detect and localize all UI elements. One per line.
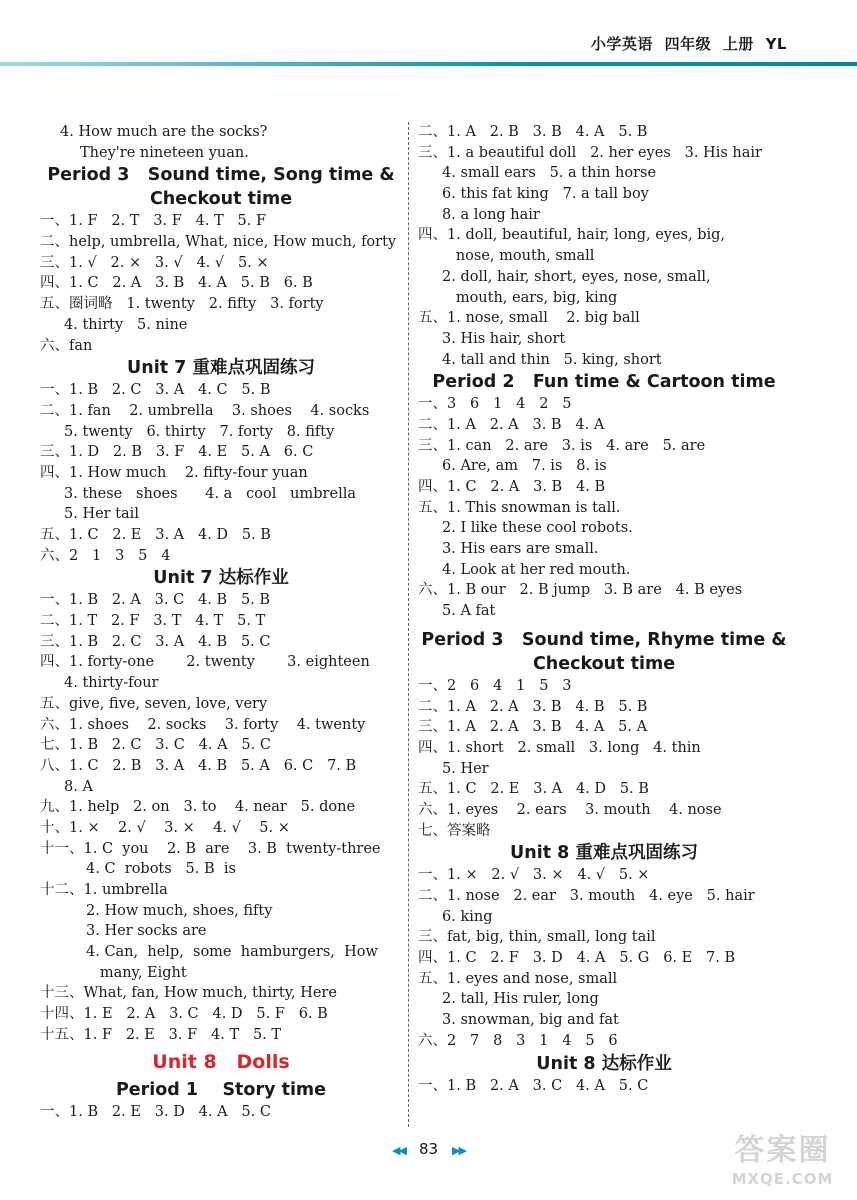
answer-line: 5. A fat bbox=[442, 603, 496, 620]
section-heading: Period 3 Sound time, Song time & bbox=[47, 165, 395, 186]
answer-line: 四、1. short 2. small 3. long 4. thin bbox=[418, 739, 701, 756]
answer-line: 5. Her tail bbox=[64, 506, 139, 523]
answer-line: 二、1. A 2. A 3. B 4. B 5. B bbox=[418, 698, 648, 715]
answer-line: 四、1. doll, beautiful, hair, long, eyes, big, bbox=[418, 227, 726, 244]
answer-line: 4. small ears 5. a thin horse bbox=[442, 165, 657, 182]
answer-line: 八、1. C 2. B 3. A 4. B 5. A 6. C 7. B bbox=[40, 757, 357, 774]
answer-line: 十四、1. E 2. A 3. C 4. D 5. F 6. B bbox=[40, 1006, 328, 1023]
answer-line: 七、答案略 bbox=[418, 822, 491, 839]
answer-line: 4. tall and thin 5. king, short bbox=[442, 351, 662, 368]
answer-line: 2. tall, His ruler, long bbox=[442, 991, 599, 1008]
section-heading: Period 3 Sound time, Rhyme time & bbox=[421, 629, 787, 650]
answer-line: 2. How much, shoes, fifty bbox=[86, 902, 273, 919]
answer-line: 4. C robots 5. B is bbox=[86, 861, 236, 878]
answer-line: 3. His hair, short bbox=[442, 330, 566, 347]
answer-line: 4. Look at her red mouth. bbox=[442, 561, 631, 578]
answer-line: 4. Can, help, some hamburgers, How bbox=[86, 944, 378, 961]
watermark-logo bbox=[720, 1132, 845, 1194]
answer-line: 十五、1. F 2. E 3. F 4. T 5. T bbox=[40, 1026, 282, 1043]
page-header: 小学英语 四年级 上册 YL bbox=[590, 35, 787, 53]
answer-line: 2. I like these cool robots. bbox=[442, 520, 633, 537]
answer-line: 二、1. nose 2. ear 3. mouth 4. eye 5. hair bbox=[418, 888, 755, 904]
answer-line: 3. Her socks are bbox=[86, 923, 207, 940]
answer-line: 二、1. fan 2. umbrella 3. shoes 4. socks bbox=[40, 402, 370, 419]
answer-line: 一、1. B 2. C 3. A 4. C 5. B bbox=[40, 382, 271, 399]
answer-line: 九、1. help 2. on 3. to 4. near 5. done bbox=[40, 799, 356, 816]
next-arrows-icon: ▶▶ bbox=[452, 1144, 465, 1157]
answer-line: 七、1. B 2. C 3. C 4. A 5. C bbox=[40, 737, 271, 754]
header-rule bbox=[0, 62, 857, 66]
answer-line: 十、1. × 2. √ 3. × 4. √ 5. × bbox=[40, 819, 290, 836]
answer-line: 一、2 6 4 1 5 3 bbox=[418, 677, 572, 694]
answer-line: 3. His ears are small. bbox=[442, 541, 599, 558]
answer-line: 6. this fat king 7. a tall boy bbox=[442, 186, 649, 203]
answer-line: 一、1. B 2. A 3. C 4. B 5. B bbox=[40, 592, 271, 609]
answer-line: 二、1. A 2. B 3. B 4. A 5. B bbox=[418, 124, 648, 140]
answer-line: 3. snowman, big and fat bbox=[442, 1012, 619, 1029]
page-number: 83 bbox=[418, 1140, 439, 1158]
answer-line: 5. twenty 6. thirty 7. forty 8. fifty bbox=[64, 423, 335, 440]
answer-line: 8. a long hair bbox=[442, 206, 540, 223]
column-divider bbox=[408, 122, 409, 1127]
answer-line: 三、1. a beautiful doll 2. her eyes 3. His hair bbox=[418, 144, 762, 161]
answer-line: 三、fat, big, thin, small, long tail bbox=[418, 929, 656, 946]
answer-line: 8. A bbox=[64, 778, 93, 795]
answer-line: 2. doll, hair, short, eyes, nose, small, bbox=[442, 268, 711, 285]
answer-line: 二、1. T 2. F 3. T 4. T 5. T bbox=[40, 613, 266, 630]
section-heading: Unit 7 重难点巩固练习 bbox=[127, 358, 315, 379]
answer-line: 二、help, umbrella, What, nice, How much, forty bbox=[40, 234, 397, 251]
section-heading: Checkout time bbox=[532, 653, 676, 674]
answer-line: 三、1. can 2. are 3. is 4. are 5. are bbox=[418, 437, 706, 454]
section-heading: Checkout time bbox=[149, 189, 293, 210]
answer-line: 4. thirty 5. nine bbox=[64, 316, 188, 333]
answer-line: 六、2 7 8 3 1 4 5 6 bbox=[418, 1032, 618, 1049]
answer-line: 一、1. × 2. √ 3. × 4. √ 5. × bbox=[418, 867, 650, 884]
answer-line: 四、1. C 2. A 3. B 4. B bbox=[418, 479, 606, 495]
answer-line: 五、give, five, seven, love, very bbox=[40, 695, 268, 712]
watermark-logo-text: 答案圈 bbox=[734, 1133, 831, 1168]
answer-line: 五、1. This snowman is tall. bbox=[418, 499, 621, 516]
section-heading: Unit 8 重难点巩固练习 bbox=[510, 843, 698, 864]
answer-line: 三、1. √ 2. × 3. √ 4. √ 5. × bbox=[40, 254, 269, 271]
answer-line: 六、1. eyes 2. ears 3. mouth 4. nose bbox=[418, 801, 722, 818]
answer-line: 4. How much are the socks? bbox=[60, 124, 268, 140]
answer-line: 五、1. eyes and nose, small bbox=[418, 970, 618, 987]
answer-line: 五、1. C 2. E 3. A 4. D 5. B bbox=[40, 527, 271, 543]
unit-heading: Unit 8 Dolls bbox=[152, 1050, 290, 1073]
answer-line: 三、1. B 2. C 3. A 4. B 5. C bbox=[40, 633, 271, 650]
answer-line: 十三、What, fan, How much, thirty, Here bbox=[40, 985, 337, 1002]
answer-line: 三、1. D 2. B 3. F 4. E 5. A 6. C bbox=[40, 444, 314, 461]
section-heading: Period 1 Story time bbox=[115, 1079, 327, 1100]
left-column bbox=[40, 122, 402, 1122]
answer-line: 四、1. C 2. A 3. B 4. A 5. B 6. B bbox=[40, 275, 313, 292]
answer-line: many, Eight bbox=[86, 964, 187, 981]
answer-line: 六、1. shoes 2. socks 3. forty 4. twenty bbox=[40, 716, 366, 733]
answer-line: 6. king bbox=[442, 908, 493, 925]
answer-line: 四、1. How much 2. fifty-four yuan bbox=[40, 464, 308, 481]
answer-line: 六、2 1 3 5 4 bbox=[40, 547, 171, 564]
answer-line: 6. Are, am 7. is 8. is bbox=[442, 458, 607, 475]
answer-line: 十二、1. umbrella bbox=[40, 882, 168, 898]
answer-line: 十一、1. C you 2. B are 3. B twenty-three bbox=[40, 840, 381, 857]
answer-line: 4. thirty-four bbox=[64, 675, 159, 692]
answer-line: 六、1. B our 2. B jump 3. B are 4. B eyes bbox=[418, 582, 743, 599]
answer-line: 四、1. C 2. F 3. D 4. A 5. G 6. E 7. B bbox=[418, 950, 736, 967]
answer-line: 六、fan bbox=[40, 337, 93, 354]
watermark-url: MXQE.COM bbox=[731, 1170, 834, 1188]
right-column bbox=[418, 122, 790, 1096]
answer-line: 一、3 6 1 4 2 5 bbox=[418, 396, 572, 413]
answer-line: 五、圈词略 1. twenty 2. fifty 3. forty bbox=[40, 296, 324, 313]
answer-line: 一、1. B 2. E 3. D 4. A 5. C bbox=[40, 1103, 271, 1120]
answer-line: 五、1. nose, small 2. big ball bbox=[418, 310, 640, 327]
answer-line: 一、1. F 2. T 3. F 4. T 5. F bbox=[40, 213, 267, 230]
answer-line: 3. these shoes 4. a cool umbrella bbox=[64, 485, 356, 502]
answer-line: 一、1. B 2. A 3. C 4. A 5. C bbox=[418, 1077, 649, 1094]
answer-line: 四、1. forty-one 2. twenty 3. eighteen bbox=[40, 654, 370, 671]
answer-line: 二、1. A 2. A 3. B 4. A bbox=[418, 416, 605, 433]
answer-line: mouth, ears, big, king bbox=[442, 289, 618, 306]
answer-line: 5. Her bbox=[442, 760, 489, 777]
answer-line: nose, mouth, small bbox=[442, 248, 595, 265]
prev-arrows-icon: ◀◀ bbox=[392, 1144, 405, 1157]
section-heading: Unit 7 达标作业 bbox=[153, 568, 289, 589]
answer-line: 五、1. C 2. E 3. A 4. D 5. B bbox=[418, 781, 649, 798]
answer-line: They're nineteen yuan. bbox=[80, 144, 249, 161]
section-heading: Unit 8 达标作业 bbox=[536, 1053, 672, 1074]
section-heading: Period 2 Fun time & Cartoon time bbox=[432, 372, 776, 393]
answer-line: 三、1. A 2. A 3. B 4. A 5. A bbox=[418, 719, 648, 736]
